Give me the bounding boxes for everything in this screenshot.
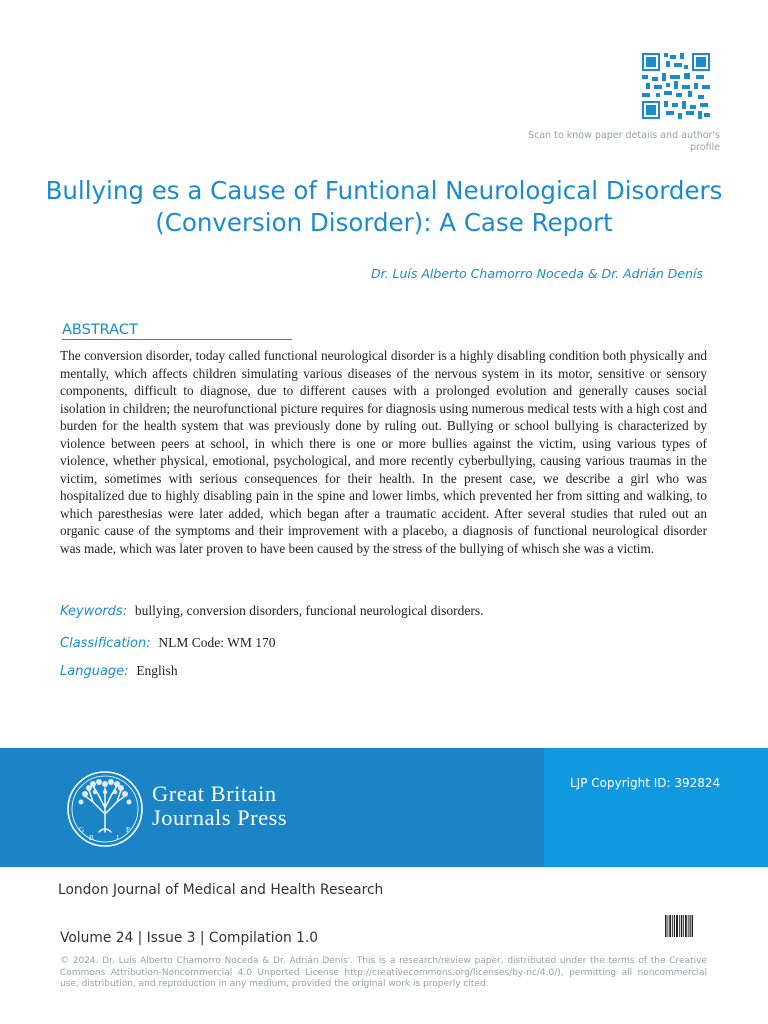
publisher-name	[152, 782, 287, 830]
language-label: Language:	[60, 664, 129, 679]
barcode-icon	[665, 915, 693, 937]
publisher-name-line2: Journals Press	[152, 805, 288, 830]
logo-letter: G	[79, 826, 85, 834]
classification-value: NLM Code: WM 170	[158, 635, 276, 650]
classification-row	[60, 635, 276, 651]
qr-code-icon[interactable]	[642, 53, 710, 119]
logo-letter: P	[126, 826, 130, 834]
language-value: English	[136, 663, 178, 678]
qr-caption: Scan to know paper details and author's profile	[528, 130, 720, 153]
publisher-name-line1: Great Britain	[152, 781, 277, 806]
tree-logo-icon	[65, 770, 145, 848]
journal-name: London Journal of Medical and Health Research	[58, 882, 384, 898]
volume-info: Volume 24 | Issue 3 | Compilation 1.0	[60, 930, 319, 946]
logo-letter: B	[89, 834, 94, 842]
keywords-label: Keywords:	[60, 604, 128, 619]
paper-authors: Dr. Luís Alberto Chamorro Noceda & Dr. Adrián Denís	[370, 266, 703, 281]
copyright-id: LJP Copyright ID: 392824	[570, 776, 721, 790]
keywords-row	[60, 603, 484, 619]
classification-label: Classification:	[60, 636, 151, 651]
copyright-banner	[544, 748, 768, 867]
abstract-heading: ABSTRACT	[62, 322, 292, 340]
license-text: © 2024. Dr. Luís Alberto Chamorro Noceda & Dr. Adrián Denís'. This is a research/review paper, distributed under the terms of the Creative Commons Attribution-Noncommercial 4.0 Unported License http://creativecommons.org/licenses/by-nc/4.0/), permitting all noncommercial use, distribution, and reproduction in any medium, provided the original work is properly cited.	[60, 956, 707, 989]
language-row	[60, 663, 178, 679]
abstract-text: The conversion disorder, today called functional neurological disorder is a highly disabling condition both physically and mentally, which affects children simulating various diseases of the nervous system in its motor, sensitive or sensory components, difficult to diagnose, due to different causes with a prolonged evolution and generally causes social isolation in children; the neurofunctional picture requires for diagnosis using numerous medical tests with a high cost and burden for the health system that was previously done by ruling out. Bullying or school bullying is characterized by violence between peers at school, in which there is one or more bullies against the victim, using various types of violence, whether physical, emotional, psychological, and more recently cyberbullying, causing various traumas in the victim, sometimes with serious consequences for their health. In the present case, we describe a girl who was hospitalized due to highly disabling pain in the spine and lower limbs, which prevented her from sitting and walking, to which paresthesias were later added, which began after a traumatic accident. After several studies that ruled out an organic cause of the symptoms and their improvement with a placebo, a diagnosis of functional neurological disorder was made, which was later proven to have been caused by the stress of the bullying of whisch she was a victim.	[60, 348, 707, 556]
keywords-value: bullying, conversion disorders, funcional neurological disorders.	[134, 603, 484, 618]
paper-title: Bullying es a Cause of Funtional Neurological Disorders (Conversion Disorder): A Case Report	[45, 176, 723, 237]
logo-letter: J	[116, 834, 119, 842]
